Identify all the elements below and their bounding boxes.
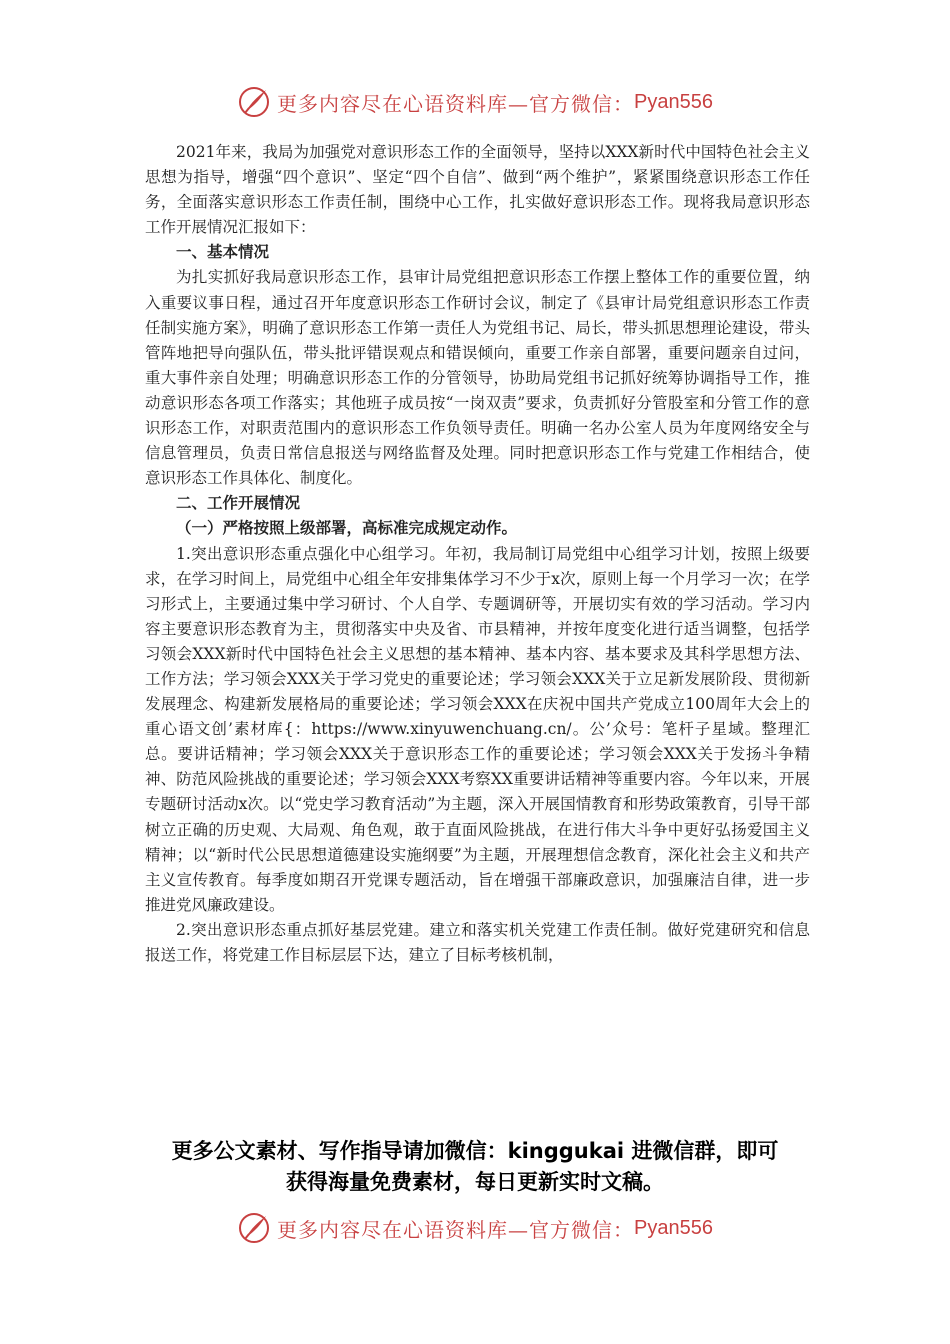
banner-contact: Pyan556 (634, 1216, 713, 1239)
banner-text: 更多内容尽在心语资料库—官方微信： (277, 91, 635, 116)
banner-contact: Pyan556 (634, 90, 713, 113)
promo-notice (0, 1136, 950, 1198)
banner-text: 更多内容尽在心语资料库—官方微信： (277, 1217, 635, 1242)
promo-line: 获得海量免费素材，每日更新实时文稿。 (286, 1170, 664, 1194)
quill-pen-logo-icon (237, 1211, 271, 1245)
header-watermark-banner (0, 82, 950, 122)
footer-watermark-banner (0, 1208, 950, 1248)
intro-paragraph: 2021年来，我局为加强党对意识形态工作的全面领导，坚持以XXX新时代中国特色社会主义思想为指导，增强“四个意识”、坚定“四个自信”、做到“两个维护”，紧紧围绕意识形态工作任务，全面落实意识形态工作责任制，围绕中心工作，扎实做好意识形态工作。现将我局意识形态工作开展情况汇报如下： (145, 143, 810, 237)
body-paragraph: 为扎实抓好我局意识形态工作，县审计局党组把意识形态工作摆上整体工作的重要位置，纳入重要议事日程，通过召开年度意识形态工作研讨会议，制定了《县审计局党组意识形态工作责任制实施方案》，明确了意识形态工作第一责任人为党组书记、局长，带头抓思想理论建设，带头管阵地把导向强队伍，带头批评错误观点和错误倾向，重要工作亲自部署，重要问题亲自过问，重大事件亲自处理；明确意识形态工作的分管领导，协助局党组书记抓好统筹协调指导工作，推动意识形态各项工作落实；其他班子成员按“一岗双责”要求，负责抓好分管股室和分管工作的意识形态工作，对职责范围内的意识形态工作负领导责任。明确一名办公室人员为年度网络安全与信息管理员，负责日常信息报送与网络监督及处理。同时把意识形态工作与党建工作相结合，使意识形态工作具体化、制度化。 (145, 268, 810, 488)
body-paragraph: 1.突出意识形态重点强化中心组学习。年初，我局制订局党组中心组学习计划，按照上级要求，在学习时间上，局党组中心组全年安排集体学习不少于x次，原则上每一个月学习一次；在学习形式上，主要通过集中学习研讨、个人自学、专题调研等，开展切实有效的学习活动。学习内容主要意识形态教育为主，贯彻落实中央及省、市县精神，并按年度变化进行适当调整，包括学习领会XXX新时代中国特色社会主义思想的基本精神、基本内容、基本要求及其科学思想方法、工作方法；学习领会XXX关于学习党史的重要论述；学习领会XXX关于立足新发展阶段、贯彻新发展理念、构建新发展格局的重要论述；学习领会XXX在庆祝中国共产党成立100周年大会上的重心语文创’素材库{：https://www.xinyuwenchuang.cn/。公’众号：笔杆子星域。整理汇总。要讲话精神；学习领会XXX关于意识形态工作的重要论述；学习领会XXX关于发扬斗争精神、防范风险挑战的重要论述；学习领会XXX考察XX重要讲话精神等重要内容。今年以来，开展专题研讨活动x次。以“党史学习教育活动”为主题，深入开展国情教育和形势政策教育，引导干部树立正确的历史观、大局观、角色观，敢于直面风险挑战，在进行伟大斗争中更好弘扬爱国主义精神；以“新时代公民思想道德建设实施纲要”为主题，开展理想信念教育，深化社会主义和共产主义宣传教育。每季度如期召开党课专题活动，旨在增强干部廉政意识，加强廉洁自律，进一步推进党风廉政建设。 (145, 544, 810, 914)
body-paragraph: 2.突出意识形态重点抓好基层党建。建立和落实机关党建工作责任制。做好党建研究和信息报送工作，将党建工作目标层层下达，建立了目标考核机制， (145, 920, 810, 964)
document-body (145, 140, 810, 968)
subsection-heading: （一）严格按照上级部署，高标准完成规定动作。 (176, 519, 518, 538)
quill-pen-logo-icon (237, 85, 271, 119)
promo-line: 更多公文素材、写作指导请加微信：kinggukai 进微信群，即可 (171, 1139, 779, 1163)
section-heading: 二、工作开展情况 (176, 494, 301, 513)
section-heading: 一、基本情况 (176, 243, 270, 262)
